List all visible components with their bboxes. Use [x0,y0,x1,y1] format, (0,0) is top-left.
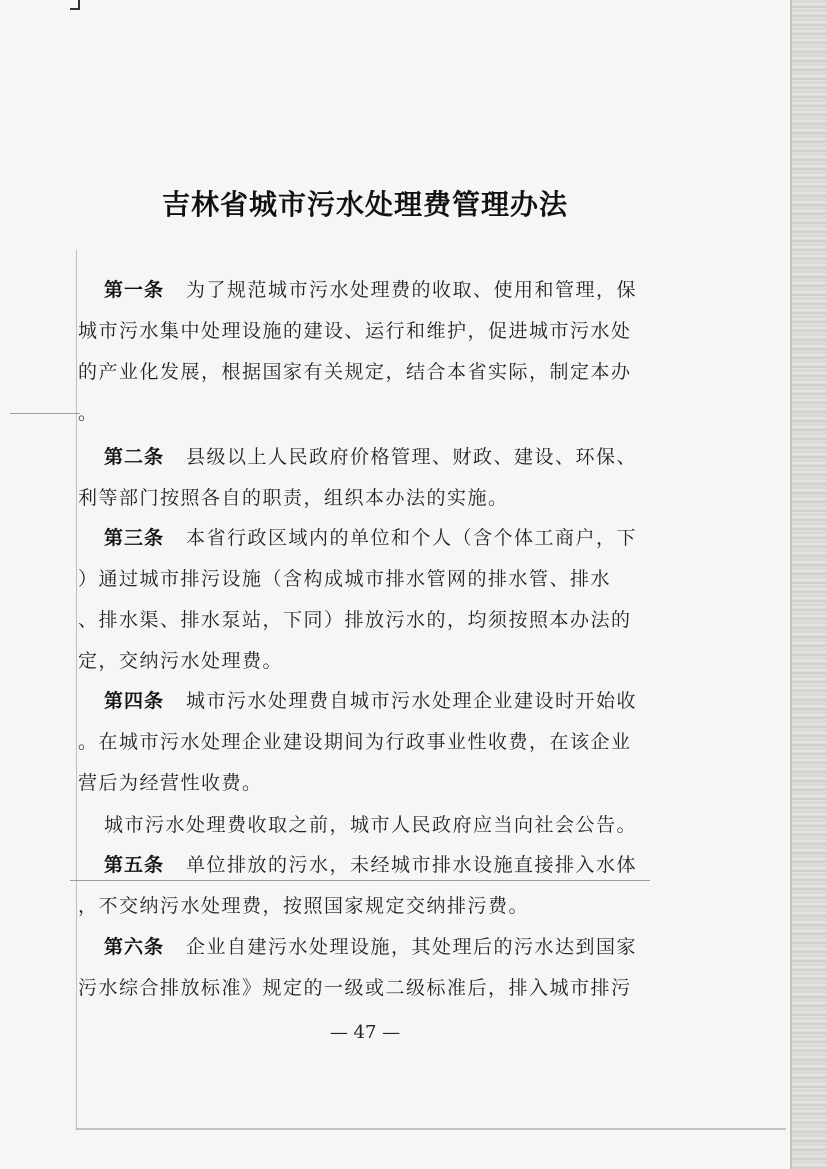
page-number: — 47 — [329,1022,401,1043]
article-6-line-2: 污水综合排放标准》规定的一级或二级标准后，排入城市排污 [78,977,632,999]
article-4-line-2: 。在城市污水处理企业建设期间为行政事业性收费，在该企业 [78,731,632,753]
article-2-line-1 [104,442,637,469]
article-4-line-3: 营后为经营性收费。 [78,772,263,794]
article-3-line-2: ）通过城市排污设施（含构成城市排水管网的排水管、排水 [78,568,612,590]
scan-corner-mark [70,0,80,10]
scan-rule-line [70,880,650,881]
article-5-line-1 [104,850,637,877]
right-page-edge-shadow [792,0,826,1169]
bottom-edge-line [76,1128,786,1130]
article-4-sub-paragraph: 城市污水处理费收取之前，城市人民政府应当向社会公告。 [104,814,638,836]
article-label: 第二条 [104,446,165,468]
text-line: 单位排放的污水，未经城市排水设施直接排入水体 [186,854,638,876]
text-line: 为了规范城市污水处理费的收取、使用和管理，保 [186,279,638,301]
article-6-line-1 [104,932,637,959]
article-3-line-3: 、排水渠、排水泵站，下同）排放污水的，均须按照本办法的 [78,609,632,631]
article-1-line-4: 。 [78,402,99,424]
article-1-line-3: 的产业化发展，根据国家有关规定，结合本省实际，制定本办 [78,361,632,383]
article-label: 第三条 [104,527,165,549]
document-title: 吉林省城市污水处理费管理办法 [161,188,568,221]
text-line: 城市污水处理费自城市污水处理企业建设时开始收 [186,690,638,712]
text-line: 企业自建污水处理设施，其处理后的污水达到国家 [186,936,638,958]
article-label: 第四条 [104,690,165,712]
article-1-line-2: 城市污水集中处理设施的建设、运行和维护，促进城市污水处 [78,320,632,342]
left-margin-line [76,250,77,1130]
article-label: 第六条 [104,936,165,958]
margin-rule-line [10,413,80,414]
article-4-line-1 [104,686,637,713]
article-3-line-1 [104,523,637,550]
article-5-line-2: ，不交纳污水处理费，按照国家规定交纳排污费。 [78,895,530,917]
text-line: 县级以上人民政府价格管理、财政、建设、环保、 [186,446,638,468]
text-line: 本省行政区域内的单位和个人（含个体工商户，下 [186,527,638,549]
article-3-line-4: 定，交纳污水处理费。 [78,650,284,672]
article-1-line-1 [104,275,637,302]
article-2-line-2: 利等部门按照各自的职责，组织本办法的实施。 [78,487,509,509]
article-label: 第一条 [104,279,165,301]
article-label: 第五条 [104,854,165,876]
